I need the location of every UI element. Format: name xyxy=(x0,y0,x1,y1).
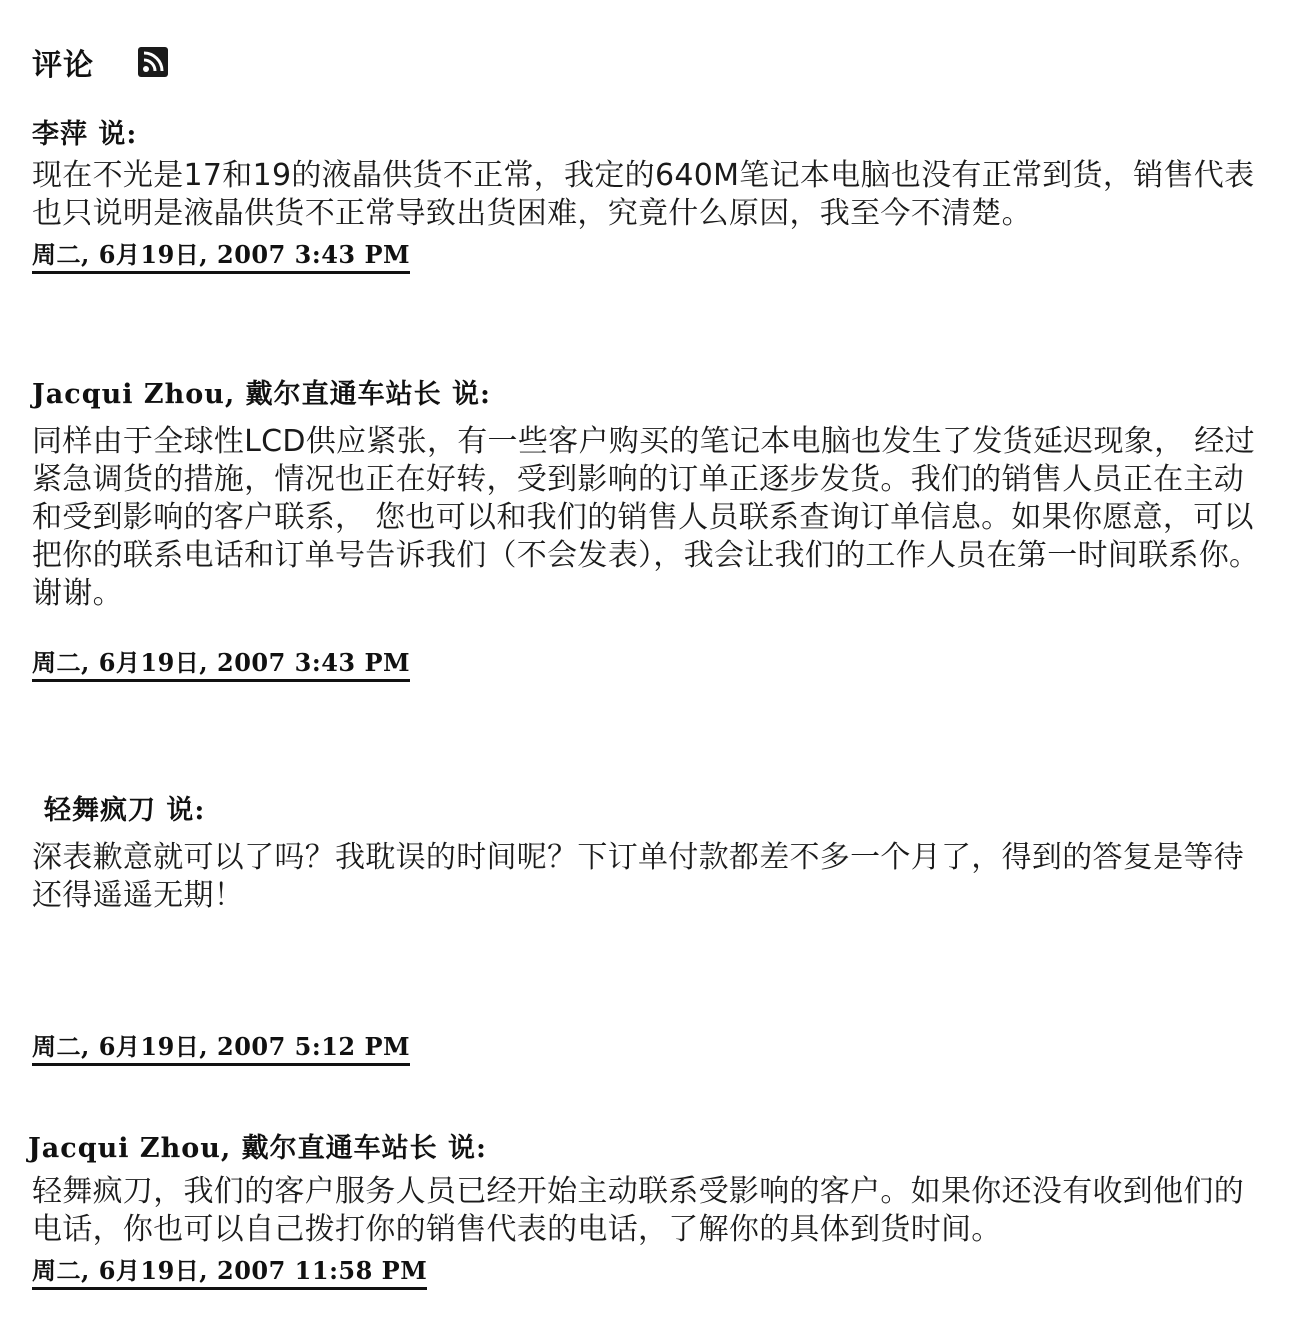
comment-body: 现在不光是17和19的液晶供货不正常，我定的640M笔记本电脑也没有正常到货，销售代表也只说明是液晶供货不正常导致出货困难，究竟什么原因，我至今不清楚。 xyxy=(32,158,1255,231)
comment-says: 说: xyxy=(88,119,138,150)
comment-author: 轻舞疯刀 xyxy=(44,795,156,826)
comment-timestamp-link[interactable]: 周二, 6月19日, 2007 3:43 PM xyxy=(32,643,410,682)
comment-body: 深表歉意就可以了吗？我耽误的时间呢？下订单付款都差不多一个月了，得到的答复是等待还得遥遥无期！ xyxy=(32,840,1244,913)
comment-says: 说: xyxy=(156,795,206,826)
comment-timestamp-link[interactable]: 周二, 6月19日, 2007 11:58 PM xyxy=(32,1251,427,1290)
comment-says: 说: xyxy=(437,1133,488,1164)
comments-title: 评论 xyxy=(32,48,94,83)
comment-item xyxy=(28,1126,1268,1290)
comment-author-line xyxy=(32,372,1264,411)
comment-author: Jacqui Zhou, 戴尔直通车站长 xyxy=(28,1133,438,1164)
comment-author-line xyxy=(32,788,1264,827)
comment-item xyxy=(32,788,1264,1066)
comment-item xyxy=(32,372,1264,682)
comment-timestamp-link[interactable]: 周二, 6月19日, 2007 5:12 PM xyxy=(32,1027,410,1066)
comment-timestamp-link[interactable]: 周二, 6月19日, 2007 3:43 PM xyxy=(32,235,410,274)
comment-body: 轻舞疯刀，我们的客户服务人员已经开始主动联系受影响的客户。如果你还没有收到他们的电话，你也可以自己拨打你的销售代表的电话，了解你的具体到货时间。 xyxy=(32,1174,1244,1247)
comment-author: Jacqui Zhou, 戴尔直通车站长 xyxy=(32,379,442,410)
comment-author-line xyxy=(28,1126,1268,1165)
rss-feed-icon[interactable] xyxy=(138,47,168,77)
comment-author-line xyxy=(32,112,1262,151)
comment-says: 说: xyxy=(441,379,492,410)
comment-author: 李萍 xyxy=(32,119,88,150)
comment-item xyxy=(32,112,1262,274)
comment-body: 同样由于全球性LCD供应紧张，有一些客户购买的笔记本电脑也发生了发货延迟现象， 经过紧急调货的措施，情况也正在好转，受到影响的订单正逐步发货。我们的销售人员正在主动和受到影响的客户联系， 您也可以和我们的销售人员联系查询订单信息。如果你愿意，可以把你的联系电话和订单号告诉我们（不会发表），我会让我们的工作人员在第一时间联系你。谢谢。 xyxy=(32,424,1260,611)
comments-header xyxy=(32,42,168,82)
